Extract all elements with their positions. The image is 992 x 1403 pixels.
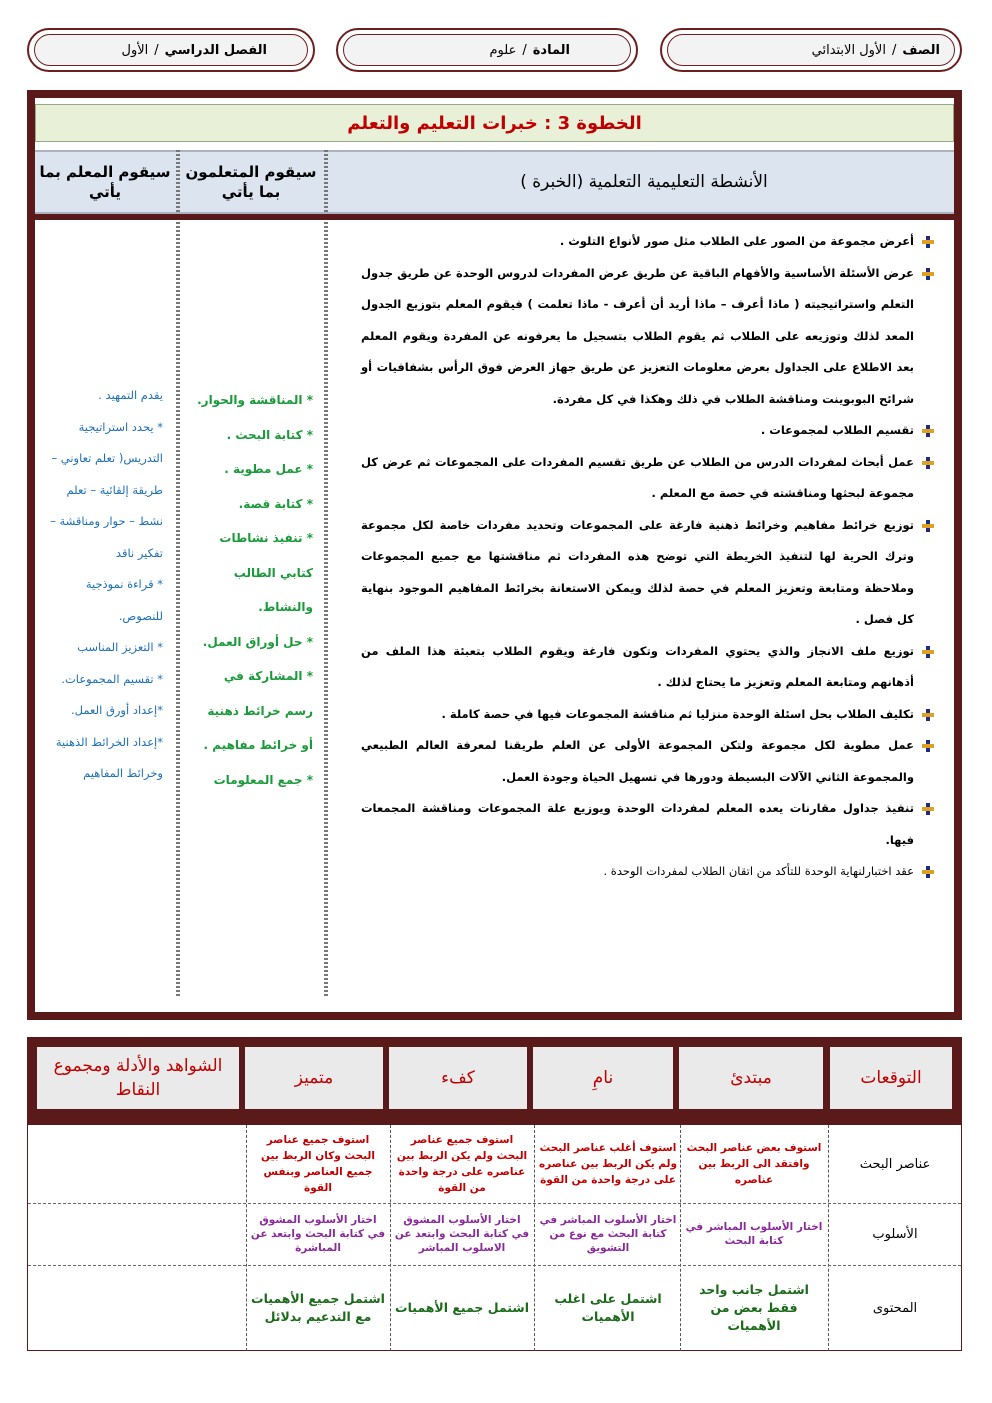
rubric-body bbox=[27, 1124, 962, 1351]
column-divider bbox=[324, 150, 328, 996]
bullet-icon bbox=[922, 457, 934, 469]
learner-task: * المشاركة في رسم خرائط ذهنية أو خرائط مفاهيم . bbox=[203, 669, 313, 752]
bullet-icon bbox=[922, 646, 934, 658]
step-title: الخطوة 3 : خبرات التعليم والتعلم bbox=[35, 104, 954, 142]
activities-column-header: الأنشطة التعليمية التعلمية (الخبرة ) bbox=[520, 172, 768, 192]
row-divider bbox=[28, 1203, 961, 1204]
subject-pill: المادة / علوم bbox=[336, 28, 638, 72]
learner-task: * المناقشة والحوار. bbox=[197, 393, 313, 407]
row1-competent: استوف جميع عناصر البحث ولم يكن الربط بين عناصره على درجة واحدة من القوة bbox=[396, 1134, 528, 1194]
learner-task: * كتابة قصة. bbox=[238, 496, 313, 511]
row2-developing: اختار الأسلوب المباشر في كتابة البحث مع نوع من التشويق bbox=[539, 1214, 677, 1254]
bullet-icon bbox=[922, 803, 934, 815]
developing-header: نامِ bbox=[533, 1047, 673, 1109]
teacher-task: * تقسيم المجموعات. bbox=[61, 671, 163, 686]
competent-header: كفء bbox=[389, 1047, 527, 1109]
criterion-content: المحتوى bbox=[872, 1300, 918, 1316]
learner-task: * تنفيذ نشاطات كتابي الطالب والنشاط. bbox=[219, 531, 313, 614]
evidence-header: الشواهد والأدلة ومجموع النقاط bbox=[37, 1047, 239, 1109]
column-divider bbox=[176, 150, 180, 996]
term-label: الفصل الدراسي bbox=[164, 42, 267, 58]
bullet-icon bbox=[922, 236, 934, 248]
frame-content bbox=[35, 98, 954, 1012]
column-divider bbox=[390, 1125, 391, 1351]
subject-value: علوم bbox=[489, 42, 517, 58]
row-divider bbox=[28, 1265, 961, 1266]
expectations-header: التوقعات bbox=[830, 1047, 952, 1109]
table-header bbox=[35, 150, 954, 214]
list-item: عقد اختبارلنهاية الوحدة للتأكد من اتقان الطلاب لمفردات الوحدة . bbox=[361, 856, 936, 888]
row3-beginner: اشتمل جانب واحد فقط بعض من الأهميات bbox=[699, 1282, 809, 1333]
learners-column-header: سيقوم المتعلمون بما يأتي bbox=[185, 163, 317, 201]
bullet-icon bbox=[922, 520, 934, 532]
teacher-task: * التعزيز المناسب bbox=[77, 640, 163, 654]
beginner-header: مبتدئ bbox=[679, 1047, 823, 1109]
list-item: توزيع ملف الانجاز والذي يحتوي المفردات وتكون فارغة ويقوم الطلاب بتعبئة هذا الملف من أذهانهم ومتابعة المعلم وتعزيز ما يحتاج لذلك . bbox=[361, 636, 936, 699]
column-divider bbox=[680, 1125, 681, 1351]
row3-competent: اشتمل جميع الأهميات bbox=[395, 1300, 529, 1315]
row2-beginner: اختار الأسلوب المباشر في كتابة البحث bbox=[685, 1221, 823, 1247]
criterion-research-elements: عناصر البحث bbox=[859, 1156, 931, 1172]
bullet-icon bbox=[922, 866, 934, 878]
row3-developing: اشتمل على اغلب الأهميات bbox=[554, 1291, 662, 1324]
grade-value: الأول الابتدائي bbox=[811, 42, 886, 58]
row1-excellent: استوف جميع عناصر البحث وكان الربط بين جميع العناصر وبنفس القوة bbox=[261, 1134, 375, 1194]
activities-list bbox=[361, 226, 936, 888]
learner-task: * جمع المعلومات bbox=[213, 772, 313, 787]
teacher-tasks bbox=[45, 380, 163, 790]
bullet-icon bbox=[922, 740, 934, 752]
list-item: توزيع خرائط مفاهيم وخرائط ذهنية فارغة على المجموعات وتحديد مفردات خاصة لكل مجموعة وترك الحرية لها لتنفيذ الخريطة التي توضح هذه المفردات ثم مناقشتها مع جميع المجموعات وملاحظة ومتابعة وتعزيز المعلم في حصة لذلك ويمكن الاستعانة بخرائط المفاهيم الموجود بنهاية كل فصل . bbox=[361, 510, 936, 636]
row2-excellent: اختار الأسلوب المشوق في كتابة البحث وابتعد عن المباشرة bbox=[250, 1214, 386, 1254]
header-separator-band bbox=[35, 214, 954, 220]
list-item: تنفيذ جداول مقارنات يعده المعلم لمفردات الوحدة ويوزيع علة المجموعات ومناقشة المجمعات فيها. bbox=[361, 793, 936, 856]
rubric-table bbox=[27, 1037, 962, 1351]
rubric-header bbox=[27, 1037, 962, 1124]
row1-beginner: استوف بعض عناصر البحث وافتقد الى الربط بين عناصره bbox=[686, 1142, 822, 1186]
bullet-icon bbox=[922, 425, 934, 437]
list-item: أعرض مجموعة من الصور على الطلاب مثل صور لأنواع التلوث . bbox=[361, 226, 936, 258]
term-pill: الفصل الدراسي / الأول bbox=[27, 28, 315, 72]
learning-experiences-frame bbox=[27, 90, 962, 1020]
list-item: تقسيم الطلاب لمجموعات . bbox=[361, 415, 936, 447]
learner-task: * حل أوراق العمل. bbox=[202, 634, 313, 649]
bullet-icon bbox=[922, 268, 934, 280]
teacher-task: *إعداد الخرائط الذهنية وخرائط المفاهيم bbox=[55, 734, 163, 780]
column-divider bbox=[246, 1125, 247, 1351]
list-item: عمل مطوية لكل مجموعة ولتكن المجموعة الأولى عن العلم طريقنا لمعرفة العالم الطبيعي والمجموعة الثاني الآلات البسيطة ودورها في تسهيل الحياة وجودة العمل. bbox=[361, 730, 936, 793]
row3-excellent: اشتمل جميع الأهميات مع التدعيم بدلائل bbox=[251, 1291, 385, 1324]
list-item: عمل أبحاث لمفردات الدرس من الطلاب عن طريق تقسيم المفردات على المجموعات ثم عرض كل مجموعة لبحثها ومناقشته في حصة مع المعلم . bbox=[361, 447, 936, 510]
teacher-task: * قراءة نموذجية للنصوص. bbox=[85, 577, 163, 623]
grade-label: الصف bbox=[902, 42, 940, 58]
subject-label: المادة bbox=[532, 42, 570, 58]
row2-competent: اختار الأسلوب المشوق في كتابة البحث وابتعد عن الاسلوب المباشر bbox=[394, 1214, 530, 1254]
row2-evidence bbox=[32, 1207, 242, 1261]
teacher-column-header: سيقوم المعلم بما يأتي bbox=[39, 163, 171, 201]
excellent-header: متميز bbox=[245, 1047, 383, 1109]
learners-tasks bbox=[193, 383, 313, 797]
grade-pill: الصف / الأول الابتدائي bbox=[660, 28, 962, 72]
row1-evidence bbox=[32, 1129, 242, 1199]
column-divider bbox=[534, 1125, 535, 1351]
learner-task: * عمل مطوية . bbox=[224, 462, 313, 476]
list-item: تكليف الطلاب بحل اسئلة الوحدة منزليا ثم مناقشة المجموعات فيها في حصة كاملة . bbox=[361, 699, 936, 731]
bullet-icon bbox=[922, 709, 934, 721]
learner-task: * كتابة البحث . bbox=[226, 427, 313, 442]
row1-developing: استوف أغلب عناصر البحث ولم يكن الربط بين عناصره على درجة واحدة من القوة bbox=[538, 1142, 678, 1186]
teacher-task: يقدم التمهيد . bbox=[98, 388, 163, 402]
criterion-style: الأسلوب bbox=[872, 1226, 918, 1242]
row3-evidence bbox=[32, 1269, 242, 1347]
list-item: عرض الأسئلة الأساسية والأفهام الباقية عن طريق عرض المفردات لدروس الوحدة عن طريق جدول التعلم واستراتيجيته ( ماذا أعرف – ماذا أريد أن أعرف - ماذا تعلمت ) فيقوم المعلم بتوزيع الجدول المعد لذلك وتوزيعه على الطلاب ثم يقوم الطلاب بتسجيل ما يعرفونه عن المفردة ويقوم المعلم بعد الاطلاع على الجداول بعرض معلومات التعزيز عن طريق جهاز العرض فوق الرأس بشفافيات أو شرائح البوبوينت ومناقشة الطلاب في ذلك وهكذا في كل مفردة. bbox=[361, 258, 936, 416]
teacher-task: *إعداد أورق العمل. bbox=[71, 703, 163, 717]
term-value: الأول bbox=[121, 42, 149, 58]
teacher-task: * يحدد استراتيجية التدريس( تعلم تعاوني – طريقة إلقائية – تعلم نشط – حوار ومناقشة – تفكير ناقد bbox=[50, 419, 163, 560]
